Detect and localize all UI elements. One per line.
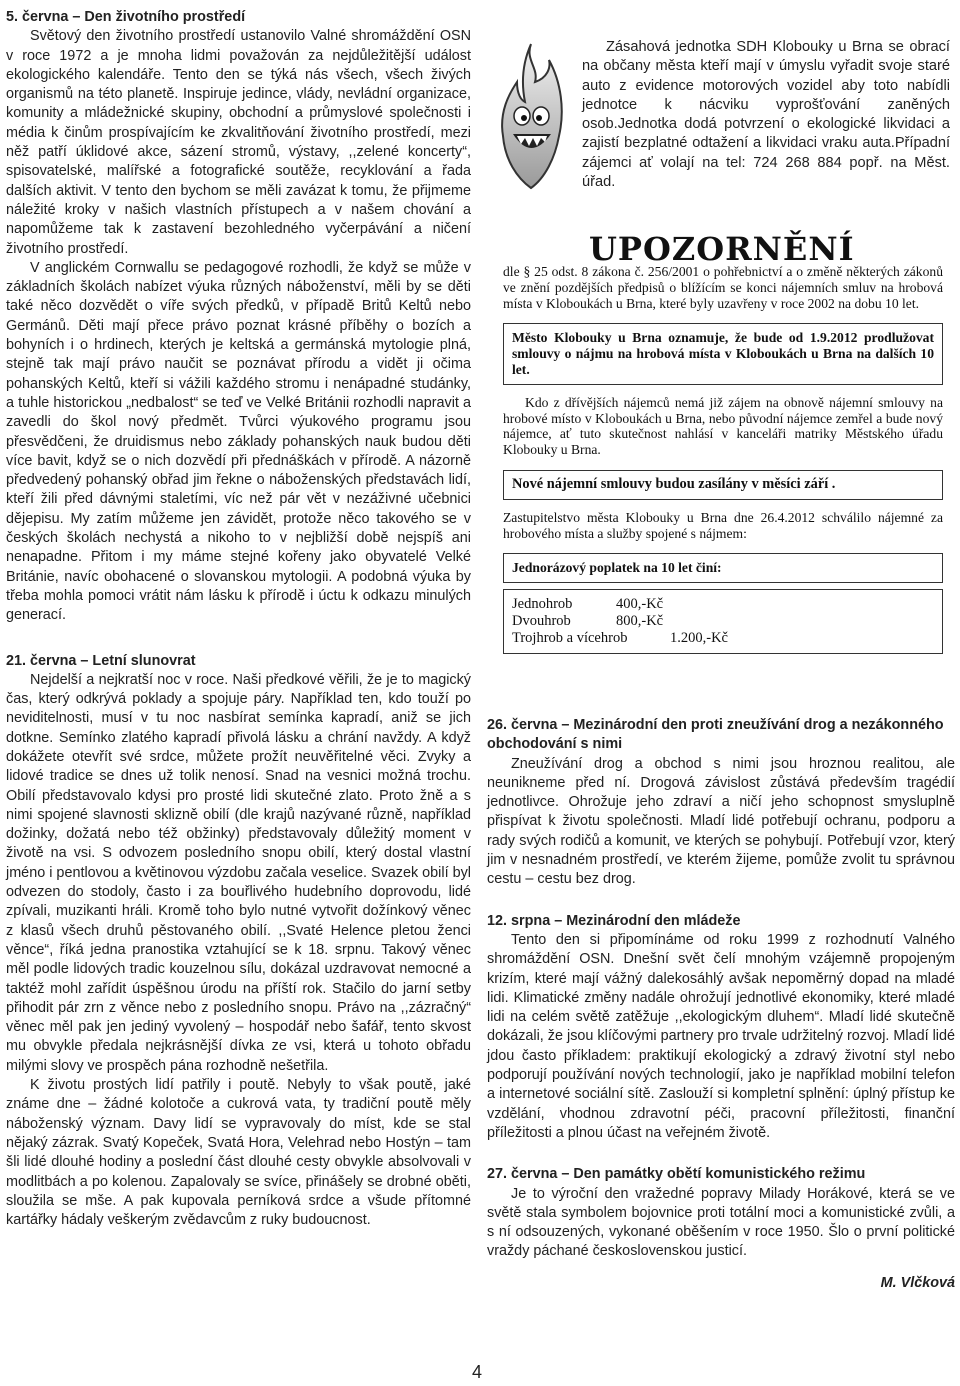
fee-price: 800,-Kč [616,613,664,630]
fee-row [512,596,934,613]
flame-mascot-icon [495,38,567,198]
notice-paragraph: Zastupitelstvo města Klobouky u Brna dne 26.4.2012 schválilo nájemné za hrobového místa a služby spojené s nájmem: [503,509,943,541]
paragraph: Tento den si připomínáme od roku 1999 z rozhodnutí Valného shromáždění OSN. Dnešní svět čelí mnohým vzájemně propojeným krizím, které mají vážný dalekosáhlý avšak nepoměrný dopad na mladé lidi. Klimatické změny nadále ohrožují jednotlivé ekonomiky, které mladé lidi na celém světě zatěžuje ,,ekologickým dluhem“. Mladí lidé skutečně dokázali, že jsou klíčovými partnery pro trvale udržitelný rozvoj. Mladí lidé jdou často příkladem: praktikují ekologický a zdravý životní styl nebo podporují používání nových technologií, jako je například mobilní telefon a internetové sociální sítě. Zaslouží si kompletní splnění: úplný přístup ke vzdělání, vhodnou zdravotní péči, pracovní příležitosti, finanční příležitosti a plnou účast na veřejném životě. [487,931,955,1141]
section-title-memorial-day: 27. června – Den památky obětí komunistického režimu [487,1166,866,1183]
paragraph: K životu prostých lidí patřily i poutě. Nebyly to však poutě, jaké známe dne – žádné kolotoče a cukrová vata, ty tradiční poutě měly náboženský význam. Davy lidí se vypravovaly do míst, kde se stal nějaký zázrak. Svatý Kopeček, Svatá Hora, Velehrad nebo Hostýn – tam šli lidé dlouhé hodiny a poslední část dlouhé cesty obvykle absolvovali v modlitbách a po kolenou. Zapalovaly se svíce, přinášely se drobné oběti, sloužila se mše. A pak kupovala perníková srdce a všude přítomné kartářky hádaly veškerým zvědavcům z ruky budoucnost. [6,1077,471,1229]
notice-paragraph: dle § 25 odst. 8 zákona č. 256/2001 o pohřebnictví a o změně některých zákonů ve znění pozdějších předpisů o blížícím se konci nájemních smluv na hrobová místa v Kloboukách u Brna, které byly uzavřeny v roce 2002 na dobu 10 let. [503,264,943,311]
section-title-anti-drug-day: 26. června – Mezinárodní den proti zneužívání drog a nezákonného obchodování s nimi [487,717,944,753]
notice-title: UPOZORNĚNÍ [589,230,855,268]
left-column [6,8,471,1230]
paragraph: Je to výroční den vražedné popravy Milady Horákové, která se ve světě stala symbolem bojovnice proti totální moci a komunistické zvůli, a s ní odsouzených, vykonané oběšením v roce 1950. Šlo o první politické vraždy páchané československou justicí. [487,1185,955,1260]
fee-heading: Jednorázový poplatek na 10 let činí: [503,553,943,583]
fee-price: 400,-Kč [616,596,664,613]
sdh-notice-text: Zásahová jednotka SDH Klobouky u Brna se obrací na občany města kteří mají v úmyslu vyřadit svoje staré auto z evidence motorových vozidel aby toto nabídli jednotce k nácviku vyprošťování zaněných osob.Jednotka dodá potvrzení o ekologické likvidaci a zajistí bezplatné odtažení a likvidaci vraku auta.Případní zájemci ať volají na tel: 724 268 884 popř. na Měst. úřad. [582,39,950,191]
paragraph: Zneužívání drog a obchod s nimi jsou hroznou realitou, ale neunikneme před ní. Drogová závislost zůstává především tragédií jednotlivce. Ohrožuje jeho zdraví a ničí jeho schopnost smysluplně přispívat k životu společnosti. Mladí lidé potřebují ochranu, podporu a rady svých rodičů a komunit, ve kterých se pohybují. Potřebují vzor, který jim v nesnadném prostředí, ve kterém žijeme, pomůže zvolit tu správnou cestu – cestu bez drog. [487,755,955,888]
cemetery-notice [489,218,955,684]
section-title-summer-solstice: 21. června – Letní slunovrat [6,652,196,669]
author-signature: M. Vlčková [880,1274,955,1291]
fee-price: 1.200,-Kč [670,630,728,647]
notice-paragraph: Město Klobouky u Brna oznamuje, že bude od 1.9.2012 prodlužovat smlouvy o nájmu na hrobová místa v Kloboukách u Brna na dalších 10 let. [503,323,943,384]
fee-table [503,589,943,654]
fee-row [512,613,934,630]
sdh-notice [487,8,955,208]
fee-name: Trojhrob a vícehrob [512,630,628,647]
right-column [487,716,955,1293]
paragraph: Nejdelší a nejkratší noc v roce. Naši předkové věřili, že je to magický čas, který odkrývá poklady a spojuje páry. Například ten, kdo touží po neviditelnosti, musí v tu noc nasbírat semínka kapradí, aniž se jich dotkne. Semínko zlatého kapradí přivolá lásku a chrání navždy. A když dokážete otevřít své srdce, můžete prožít neuvěřitelné věci. Zvyky a lidové tradice se dnes už tolik nenosí. Snad na vesnici možná trochu. Obilí představovalo kdysi pro prosté lidi skutečné zlato. Proto žně a s nimi spojené slavnosti sklizně obilí (dle krajů nazývané různě, například dožinky, dožatá nebo též obžinky) představovaly důležitý moment v životě na vsi. S odvozem posledního snopu obilí, který dostal vlastní jméno i pentlovou a květinovou výzdobu začala veselice. Svazek obilí byl odvezen do stodoly, často i za bouřlivého hudebního doprovodu, lidé zpívali, muzikanti hráli. Kromě toho bylo nutné vytvořit dožínkový věnec z klasů všech druhů pěstovaného obilí. ,,Svaté Helence pletou ženci věnce“, říká jedna pranostika vztahující se k 18. srpnu. Takový věnec měl podle lidových tradic kouzelnou sílu, dokázal uzdravovat nemocné a taktéž mohl zařídit úspěšnou úrodu na příští rok. Stačilo do jarní setby přihodit pár zrn z věnce nebo z posledního snopu. Právo na ,,zázračný“ věnec měl pak jen jediný vyvolený – hospodář nebo šafář, tento skvost mu obvykle předala nejkrásnější dívka ze vsi, která u tohoto obřadu milými slovy ve prospěch pána rozhodně nešetřila. [6,671,471,1074]
section-title-youth-day: 12. srpna – Mezinárodní den mládeže [487,912,741,929]
section-title-environment-day: 5. června – Den životního prostředí [6,9,246,25]
fee-name: Dvouhrob [512,613,571,630]
page-number: 4 [472,1362,483,1382]
paragraph: Světový den životního prostředí ustanovilo Valné shromáždění OSN v roce 1972 a je mnoha lidmi považován za nejdůležitější událost ekologického kalendáře. Tento den se týká nás všech, všech živých organismů na této planetě. Inspiruje jedince, vlády, nevládní organizace, komunity a mládežnické skupiny, obchodní a průmyslové společnosti i média k činům prospívajícím ke zkvalitňování životního prostředí, mezi něž patří úklidové akce, sázení stromů, výstavy, ,,zelené koncerty“, spisovatelské, malířské a fotografické soutěže, recyklování a řada dalších aktivit. V tento den bychom se měli zavázat k tomu, že přijmeme náležité kroky v našich vlastních přístupech a v našem chování a napomůžeme tak k zastavení bezohledného vyčerpávání a ničení životního prostředí. [6,28,471,257]
fee-row [512,630,934,647]
fee-name: Jednohrob [512,596,573,613]
notice-paragraph: Kdo z dřívějších nájemců nemá již zájem na obnově nájemní smlouvy na hrobové místo v Kloboukách u Brna, nebo původní nájemce zemřel a bude nový nájemce, ať tuto skutečnost nahlásí v kanceláři matriky Městského úřadu Klobouky u Brna. [503,394,943,458]
notice-body [503,264,943,654]
paragraph: V anglickém Cornwallu se pedagogové rozhodli, že když se může v základních školách nabízet výuka různých náboženství, měli by se děti také něco dozvědět o víře svých předků, v případě Britů Keltů nebo Germánů. Děti mají přece právo poznat krásné příběhy o bozích a bohyních i o hrdinech, kterých je keltská a germánská mytologie plná, stejně tak mají právo naučit se poznávat přírodu a vidět ji očima pohanských Keltů, kteří si vážili každého stromu i nenápadné studánky, a tuhle historickou „nedbalost“ se teď ve Velké Británii rozhodli napravit a zavedli do škol nový předmět. Tvůrci výukového programu jsou přesvědčeni, že druidismus nebo základy pohanských nauk budou děti více bavit, když se o nich dozvědí při přednáškách v přírodě. A názorně předvedený pohanský obřad jim řekne o náboženských představách lidí, kteří žili před dávnými staletími, víc než pár vět v nezáživné učebnici dějepisu. My zatím můžeme jen závidět, protože něco takového se v českých školách nechystá a nikoho to v nejbližší době nejspíš ani nenapadne. Přitom i my máme stejné kořeny jako obyvatelé Velké Británie, navíc obohacené o slovanskou mytologii. A podobná výuka by třeba mohla pomoci vrátit nám lásku k přírodě i úctu k odkazu minulých generací. [6,259,471,624]
notice-paragraph: Nové nájemní smlouvy budou zasílány v měsíci září . [503,470,943,500]
